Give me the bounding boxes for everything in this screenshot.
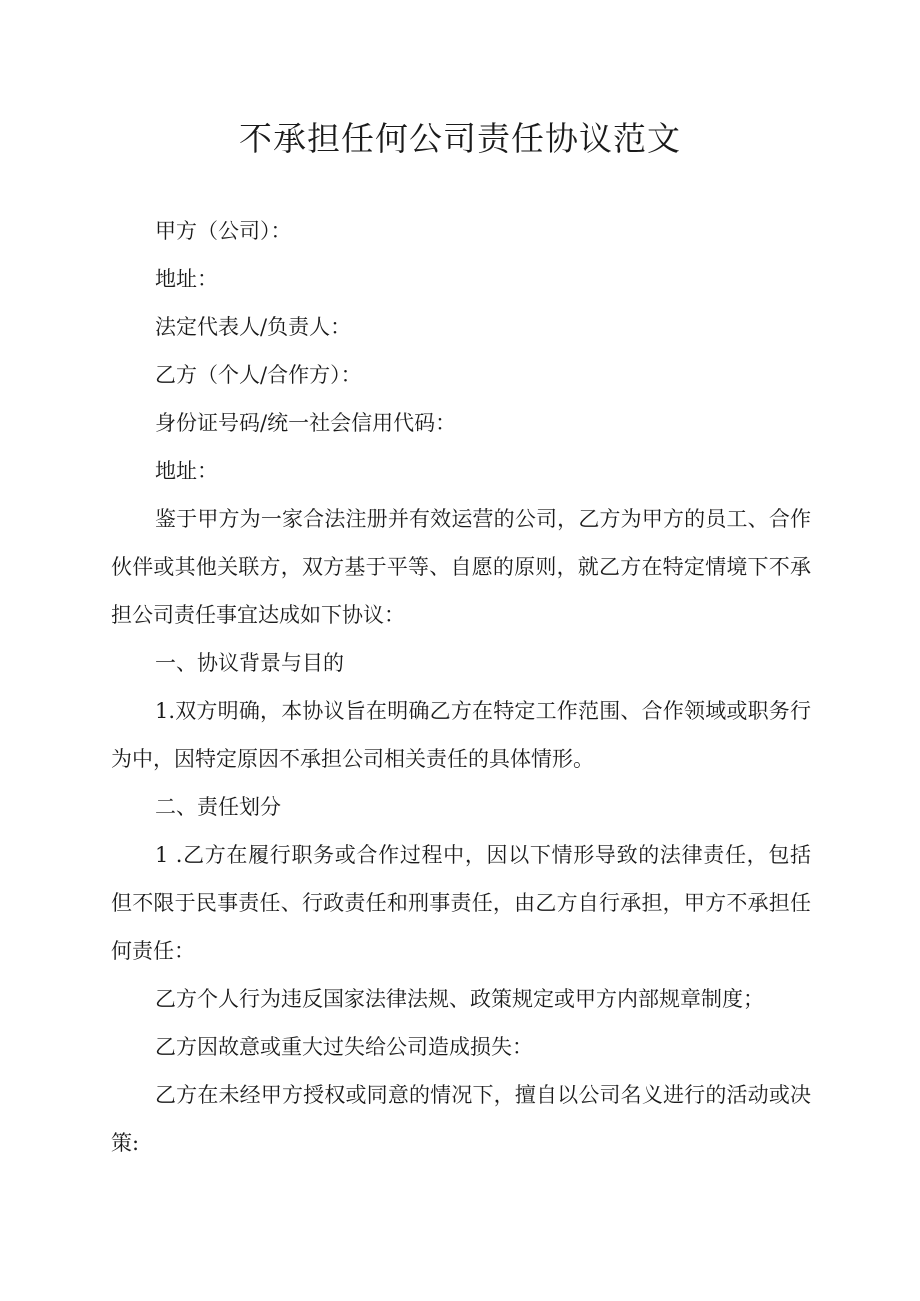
clause-item: 乙方在未经甲方授权或同意的情况下，擅自以公司名义进行的活动或决策: [111, 1083, 811, 1155]
party-b-address-line: 地址： [155, 459, 218, 483]
party-a-line: 甲方（公司）： [155, 219, 292, 243]
id-number-line: 身份证号码/统一社会信用代码： [155, 411, 457, 435]
document-body [111, 207, 811, 1167]
legal-representative-line: 法定代表人/负责人： [155, 315, 352, 339]
section-heading: 二、责任划分 [155, 795, 281, 819]
preamble-paragraph: 鉴于甲方为一家合法注册并有效运营的公司，乙方为甲方的员工、合作伙伴或其他关联方，双方基于平等、自愿的原则，就乙方在特定情境下不承担公司责任事宜达成如下协议： [111, 507, 811, 627]
document-title: 不承担任何公司责任协议范文 [239, 119, 681, 158]
party-a-address-line: 地址： [155, 267, 218, 291]
clause-item: 乙方因故意或重大过失给公司造成损失： [155, 1035, 533, 1059]
party-b-line: 乙方（个人/合作方）： [155, 363, 362, 387]
clause-paragraph: 1.双方明确，本协议旨在明确乙方在特定工作范围、合作领域或职务行为中，因特定原因不承担公司相关责任的具体情形。 [111, 699, 811, 771]
section-heading: 一、协议背景与目的 [155, 651, 344, 675]
clause-paragraph: 1 .乙方在履行职务或合作过程中，因以下情形导致的法律责任，包括但不限于民事责任、行政责任和刑事责任，由乙方自行承担，甲方不承担任何责任： [111, 843, 811, 963]
clause-item: 乙方个人行为违反国家法律法规、政策规定或甲方内部规章制度； [155, 987, 764, 1011]
